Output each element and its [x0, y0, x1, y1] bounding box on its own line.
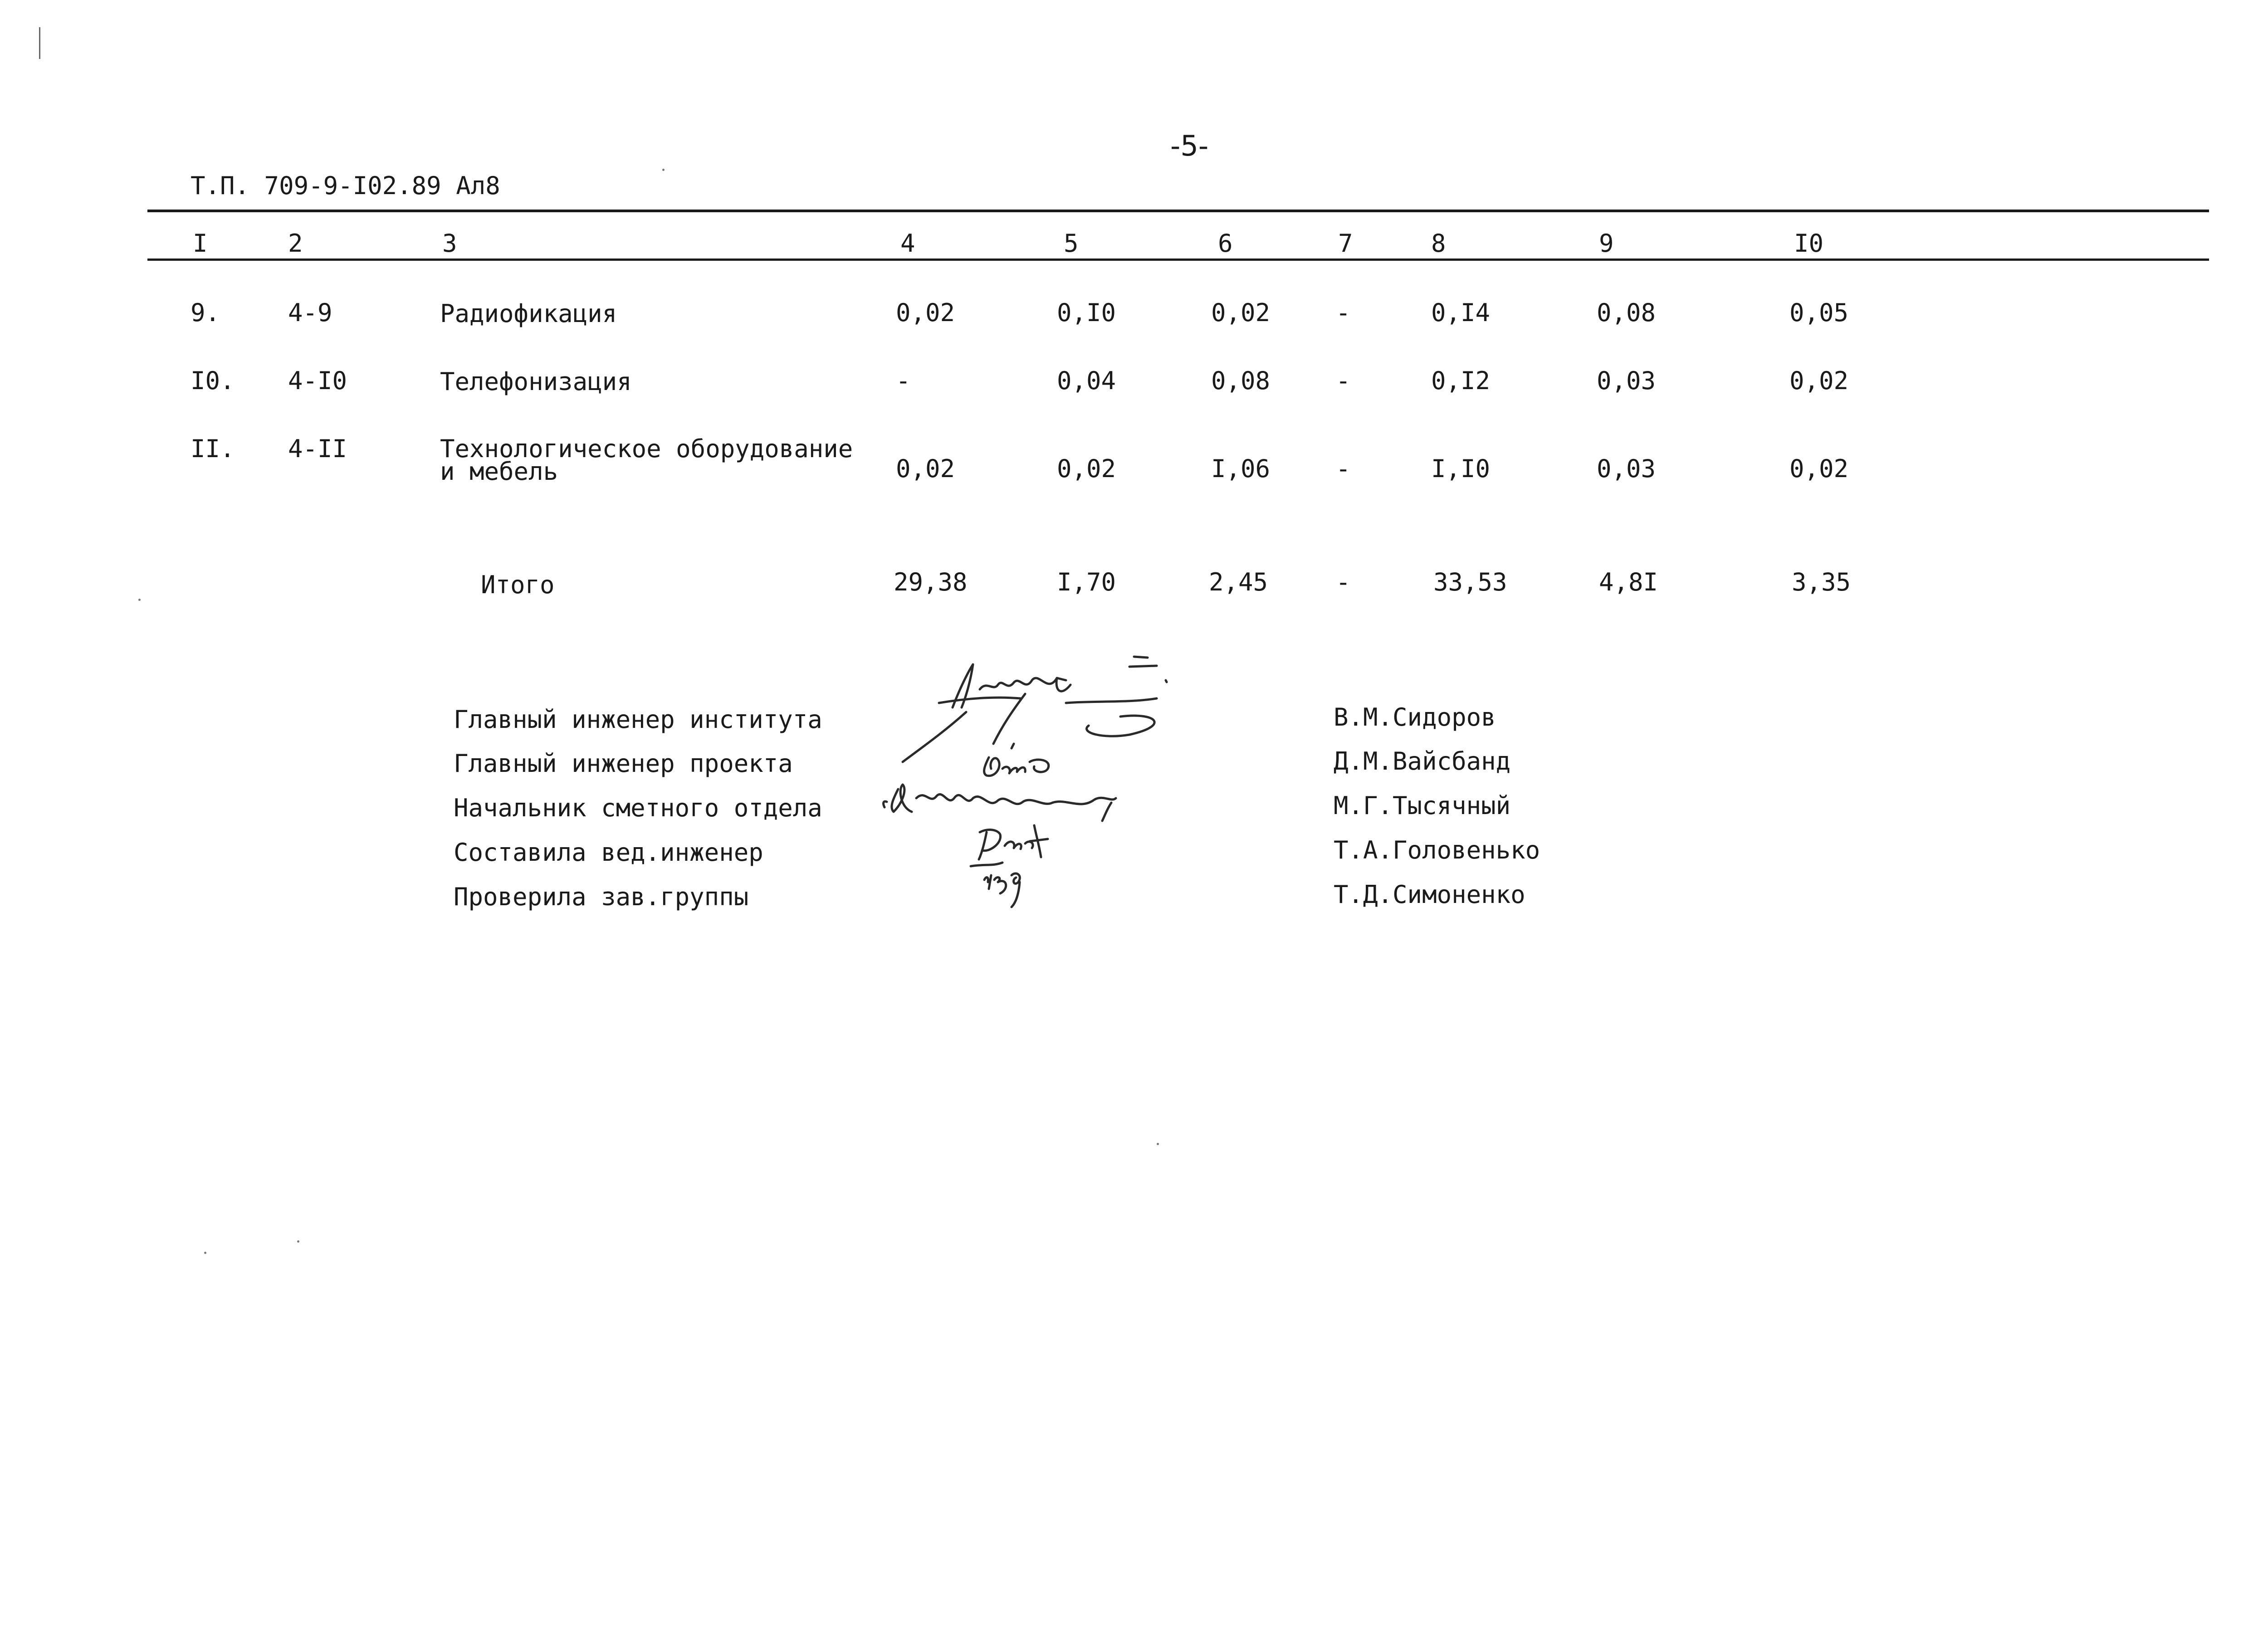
row-code: 4-9: [288, 298, 332, 327]
signatory-name: М.Г.Тысячный: [1334, 791, 1511, 820]
row-number: II.: [191, 434, 235, 463]
total-col6: 2,45: [1209, 568, 1268, 596]
row-value-col4: 0,02: [896, 454, 955, 483]
row-value-col4: -: [896, 366, 911, 395]
col-header-2: 2: [288, 229, 303, 258]
col-header-6: 6: [1218, 229, 1233, 258]
total-col7: -: [1336, 568, 1351, 596]
total-col8: 33,53: [1433, 568, 1507, 596]
scan-speck: [138, 599, 141, 601]
scan-speck: [1157, 1143, 1159, 1145]
total-col4: 29,38: [894, 568, 968, 596]
row-value-col6: 0,02: [1211, 298, 1271, 327]
page-number: -5-: [1170, 129, 1209, 162]
col-header-8: 8: [1431, 229, 1446, 258]
signatory-name: Д.М.Вайсбанд: [1334, 747, 1511, 776]
row-value-col8: 0,I4: [1431, 298, 1491, 327]
row-value-col9: 0,03: [1597, 454, 1656, 483]
scan-speck: [297, 1240, 299, 1243]
row-value-col9: 0,08: [1597, 298, 1656, 327]
row-value-col10: 0,05: [1789, 298, 1849, 327]
document-code: Т.П. 709-9-I02.89 Ал8: [191, 171, 500, 200]
row-name: Радиофикация: [440, 299, 617, 328]
signature-4: [971, 825, 1048, 866]
col-header-3: 3: [442, 229, 457, 258]
col-header-10: I0: [1794, 229, 1824, 258]
signatory-role: Главный инженер проекта: [454, 749, 793, 778]
col-header-4: 4: [900, 229, 915, 258]
signatory-role: Начальник сметного отдела: [454, 794, 822, 822]
row-value-col9: 0,03: [1597, 366, 1656, 395]
total-col5: I,70: [1057, 568, 1116, 596]
row-value-col5: 0,02: [1057, 454, 1116, 483]
signatory-name: Т.А.Головенько: [1334, 836, 1540, 864]
signature-1: [903, 657, 1167, 762]
row-name: Телефонизация: [440, 367, 632, 396]
signatory-name: Т.Д.Симоненко: [1334, 880, 1525, 909]
total-col9: 4,8I: [1599, 568, 1658, 596]
row-value-col4: 0,02: [896, 298, 955, 327]
table-header-rule: [147, 259, 2209, 261]
row-value-col7: -: [1336, 454, 1351, 483]
row-value-col10: 0,02: [1789, 366, 1849, 395]
row-value-col7: -: [1336, 366, 1351, 395]
scan-mark: [39, 27, 40, 59]
row-name-line1: Технологическое оборудование: [440, 434, 853, 463]
scan-speck: [662, 169, 665, 171]
row-value-col6: I,06: [1211, 454, 1271, 483]
signature-3: [884, 785, 1116, 821]
signature-2: [984, 744, 1049, 776]
row-value-col5: 0,I0: [1057, 298, 1116, 327]
col-header-9: 9: [1599, 229, 1614, 258]
row-value-col10: 0,02: [1789, 454, 1849, 483]
row-value-col7: -: [1336, 298, 1351, 327]
row-value-col5: 0,04: [1057, 366, 1116, 395]
col-header-1: I: [193, 229, 208, 258]
total-col10: 3,35: [1792, 568, 1851, 596]
handwritten-signatures: [875, 653, 1247, 934]
row-code: 4-I0: [288, 366, 347, 395]
scan-speck: [204, 1252, 206, 1254]
row-code: 4-II: [288, 434, 347, 463]
row-number: I0.: [191, 366, 235, 395]
signatory-role: Проверила зав.группы: [454, 883, 749, 911]
row-value-col8: I,I0: [1431, 454, 1491, 483]
signatory-role: Составила вед.инженер: [454, 838, 763, 867]
row-number: 9.: [191, 298, 220, 327]
col-header-5: 5: [1064, 229, 1079, 258]
signatory-role: Главный инженер института: [454, 705, 822, 734]
row-value-col8: 0,I2: [1431, 366, 1491, 395]
total-label: Итого: [481, 571, 555, 599]
row-name-line2: и мебель: [440, 457, 558, 486]
signatory-name: В.М.Сидоров: [1334, 703, 1496, 732]
signature-5: [984, 873, 1020, 907]
col-header-7: 7: [1338, 229, 1353, 258]
row-value-col6: 0,08: [1211, 366, 1271, 395]
table-top-rule: [147, 210, 2209, 212]
